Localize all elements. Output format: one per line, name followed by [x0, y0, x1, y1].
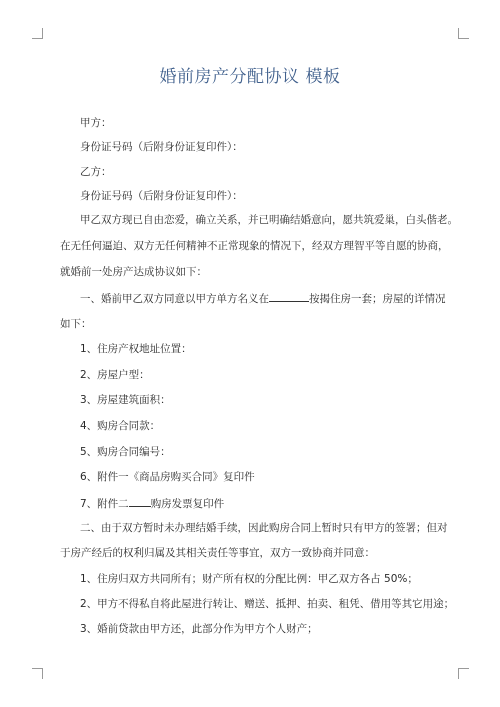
- party-a-label: 甲方：: [80, 117, 112, 129]
- crop-mark-top-right: [458, 28, 469, 39]
- list-item-1: 1、住房产权地址位置：: [80, 343, 192, 355]
- list-item-2: 2、房屋户型：: [80, 369, 150, 381]
- clause-2-line-1: 二、由于双方暂时未办理结婚手续，因此购房合同上暂时只有甲方的签署；但对: [80, 522, 448, 534]
- intro-line-2: 在无任何逼迫、双方无任何精神不正常现象的情况下，经双方理智平等自愿的协商，: [60, 240, 449, 252]
- crop-mark-bottom-right: [458, 668, 469, 679]
- list-item-7-after: 购房发票复印件: [150, 498, 225, 510]
- clause-2-item-1: 1、住房归双方共同所有；财产所有权的分配比例：甲乙双方各占 50%；: [80, 573, 418, 585]
- list-item-4: 4、购房合同款：: [80, 420, 161, 432]
- clause-1-blank: [269, 292, 309, 302]
- clause-1-text-before: 一、婚前甲乙双方同意以甲方单方名义在: [80, 293, 269, 305]
- clause-2-line-2: 于房产经后的权利归属及其相关责任等事宜，双方一致协商并同意：: [60, 547, 375, 559]
- clause-1-line-2: 如下：: [60, 318, 92, 330]
- list-item-7-blank: [129, 497, 151, 507]
- list-item-6: 6、附件一《商品房购买合同》复印件: [80, 471, 255, 483]
- party-a-id-label: 身份证号码（后附身份证复印件）：: [80, 141, 243, 153]
- clause-2-item-3: 3、婚前贷款由甲方还，此部分作为甲方个人财产；: [80, 623, 318, 635]
- list-item-5: 5、购房合同编号：: [80, 446, 171, 458]
- document-title: 婚前房产分配协议 模板: [159, 67, 341, 87]
- clause-1-text-after: 按揭住房一套；房屋的详情况: [309, 293, 446, 305]
- party-b-id-label: 身份证号码（后附身份证复印件）：: [80, 190, 243, 202]
- intro-line-3: 就婚前一处房产达成协议如下：: [60, 266, 207, 278]
- crop-mark-bottom-left: [32, 668, 43, 679]
- list-item-7: [80, 497, 224, 511]
- party-b-label: 乙方：: [80, 166, 112, 178]
- crop-mark-top-left: [32, 28, 43, 39]
- list-item-7-before: 7、附件二: [80, 498, 129, 510]
- list-item-3: 3、房屋建筑面积：: [80, 394, 171, 406]
- clause-1-line-1: [80, 292, 446, 306]
- intro-line-1: 甲乙双方现已自由恋爱，确立关系，并已明确结婚意向，愿共筑爱巢，白头偕老。: [80, 214, 458, 226]
- clause-2-item-2: 2、甲方不得私自将此屋进行转让、赠送、抵押、拍卖、租凭、借用等其它用途；: [80, 598, 455, 610]
